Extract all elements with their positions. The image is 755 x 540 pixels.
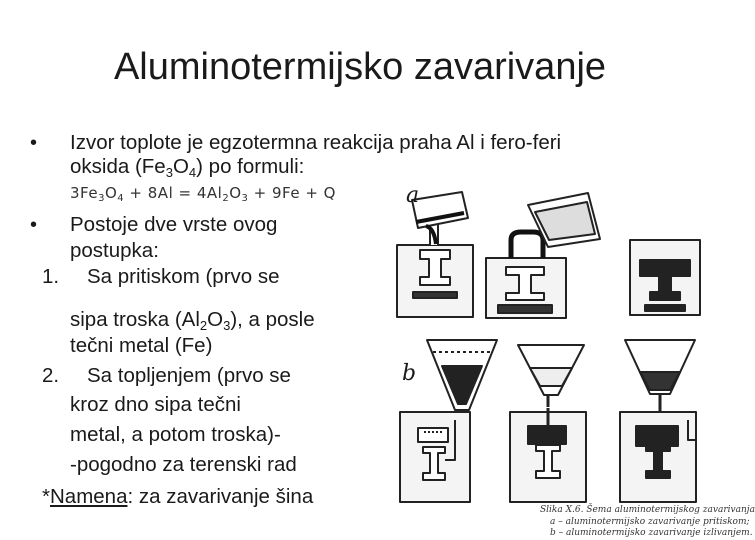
item2-number: 2.	[42, 364, 60, 387]
item2-line2: kroz dno sipa tečni	[70, 393, 241, 416]
item2-line4: -pogodno za terenski rad	[70, 453, 297, 476]
figure-b-crucible-1	[427, 340, 497, 410]
item1-line2: sipa troska $(Al_2O_3)$, a posle	[70, 308, 315, 333]
figure-b-mold-1	[400, 412, 470, 502]
item1-number: 1.	[42, 265, 60, 288]
bullet2-line1: Postoje dve vrste ovog	[70, 213, 278, 236]
namena-line: *Namena: za zavarivanje šina	[42, 485, 314, 508]
page-title: Aluminotermijsko zavarivanje	[113, 46, 607, 88]
figure-a-mold-3	[630, 240, 700, 315]
figure-caption-line1: Slika X.6. Šema aluminotermijskog zavarivanja	[540, 505, 755, 515]
reaction-formula: $3Fe_3O_4 + 8Al = 4Al_2O_3 + 9Fe + Q$	[70, 184, 336, 204]
bullet-dot: •	[30, 132, 38, 154]
figure-label-a: a	[406, 183, 420, 208]
figure-a-mold-1	[397, 192, 473, 317]
figure-b-crucible-2	[518, 345, 584, 407]
namena-label: Namena	[49, 485, 128, 508]
item1-line1: Sa pritiskom (prvo se	[87, 265, 280, 288]
figure-caption-line2: a – aluminotermijsko zavarivanje pritiskom;	[550, 517, 750, 527]
item1-line3: tečni metal (Fe)	[70, 334, 213, 357]
figure-label-b: b	[402, 361, 417, 386]
figure-b-crucible-3	[625, 340, 695, 412]
bullet1-line2: oksida $(Fe_3O_4)$ po formuli:	[70, 155, 305, 180]
figure-a-mold-2	[486, 193, 600, 318]
figure-caption-line3: b – aluminotermijsko zavarivanje izlivanjem.	[550, 528, 753, 538]
bullet-dot: •	[30, 214, 38, 236]
bullet1-line1: Izvor toplote je egzotermna reakcija praha Al i fero-feri	[70, 131, 562, 154]
figure-b-mold-3	[620, 412, 696, 502]
bullet2-line2: postupka:	[70, 239, 159, 262]
item2-line1: Sa topljenjem (prvo se	[87, 364, 291, 387]
figure-b-mold-2	[510, 408, 586, 502]
item2-line3: metal, a potom troska)-	[70, 423, 281, 446]
